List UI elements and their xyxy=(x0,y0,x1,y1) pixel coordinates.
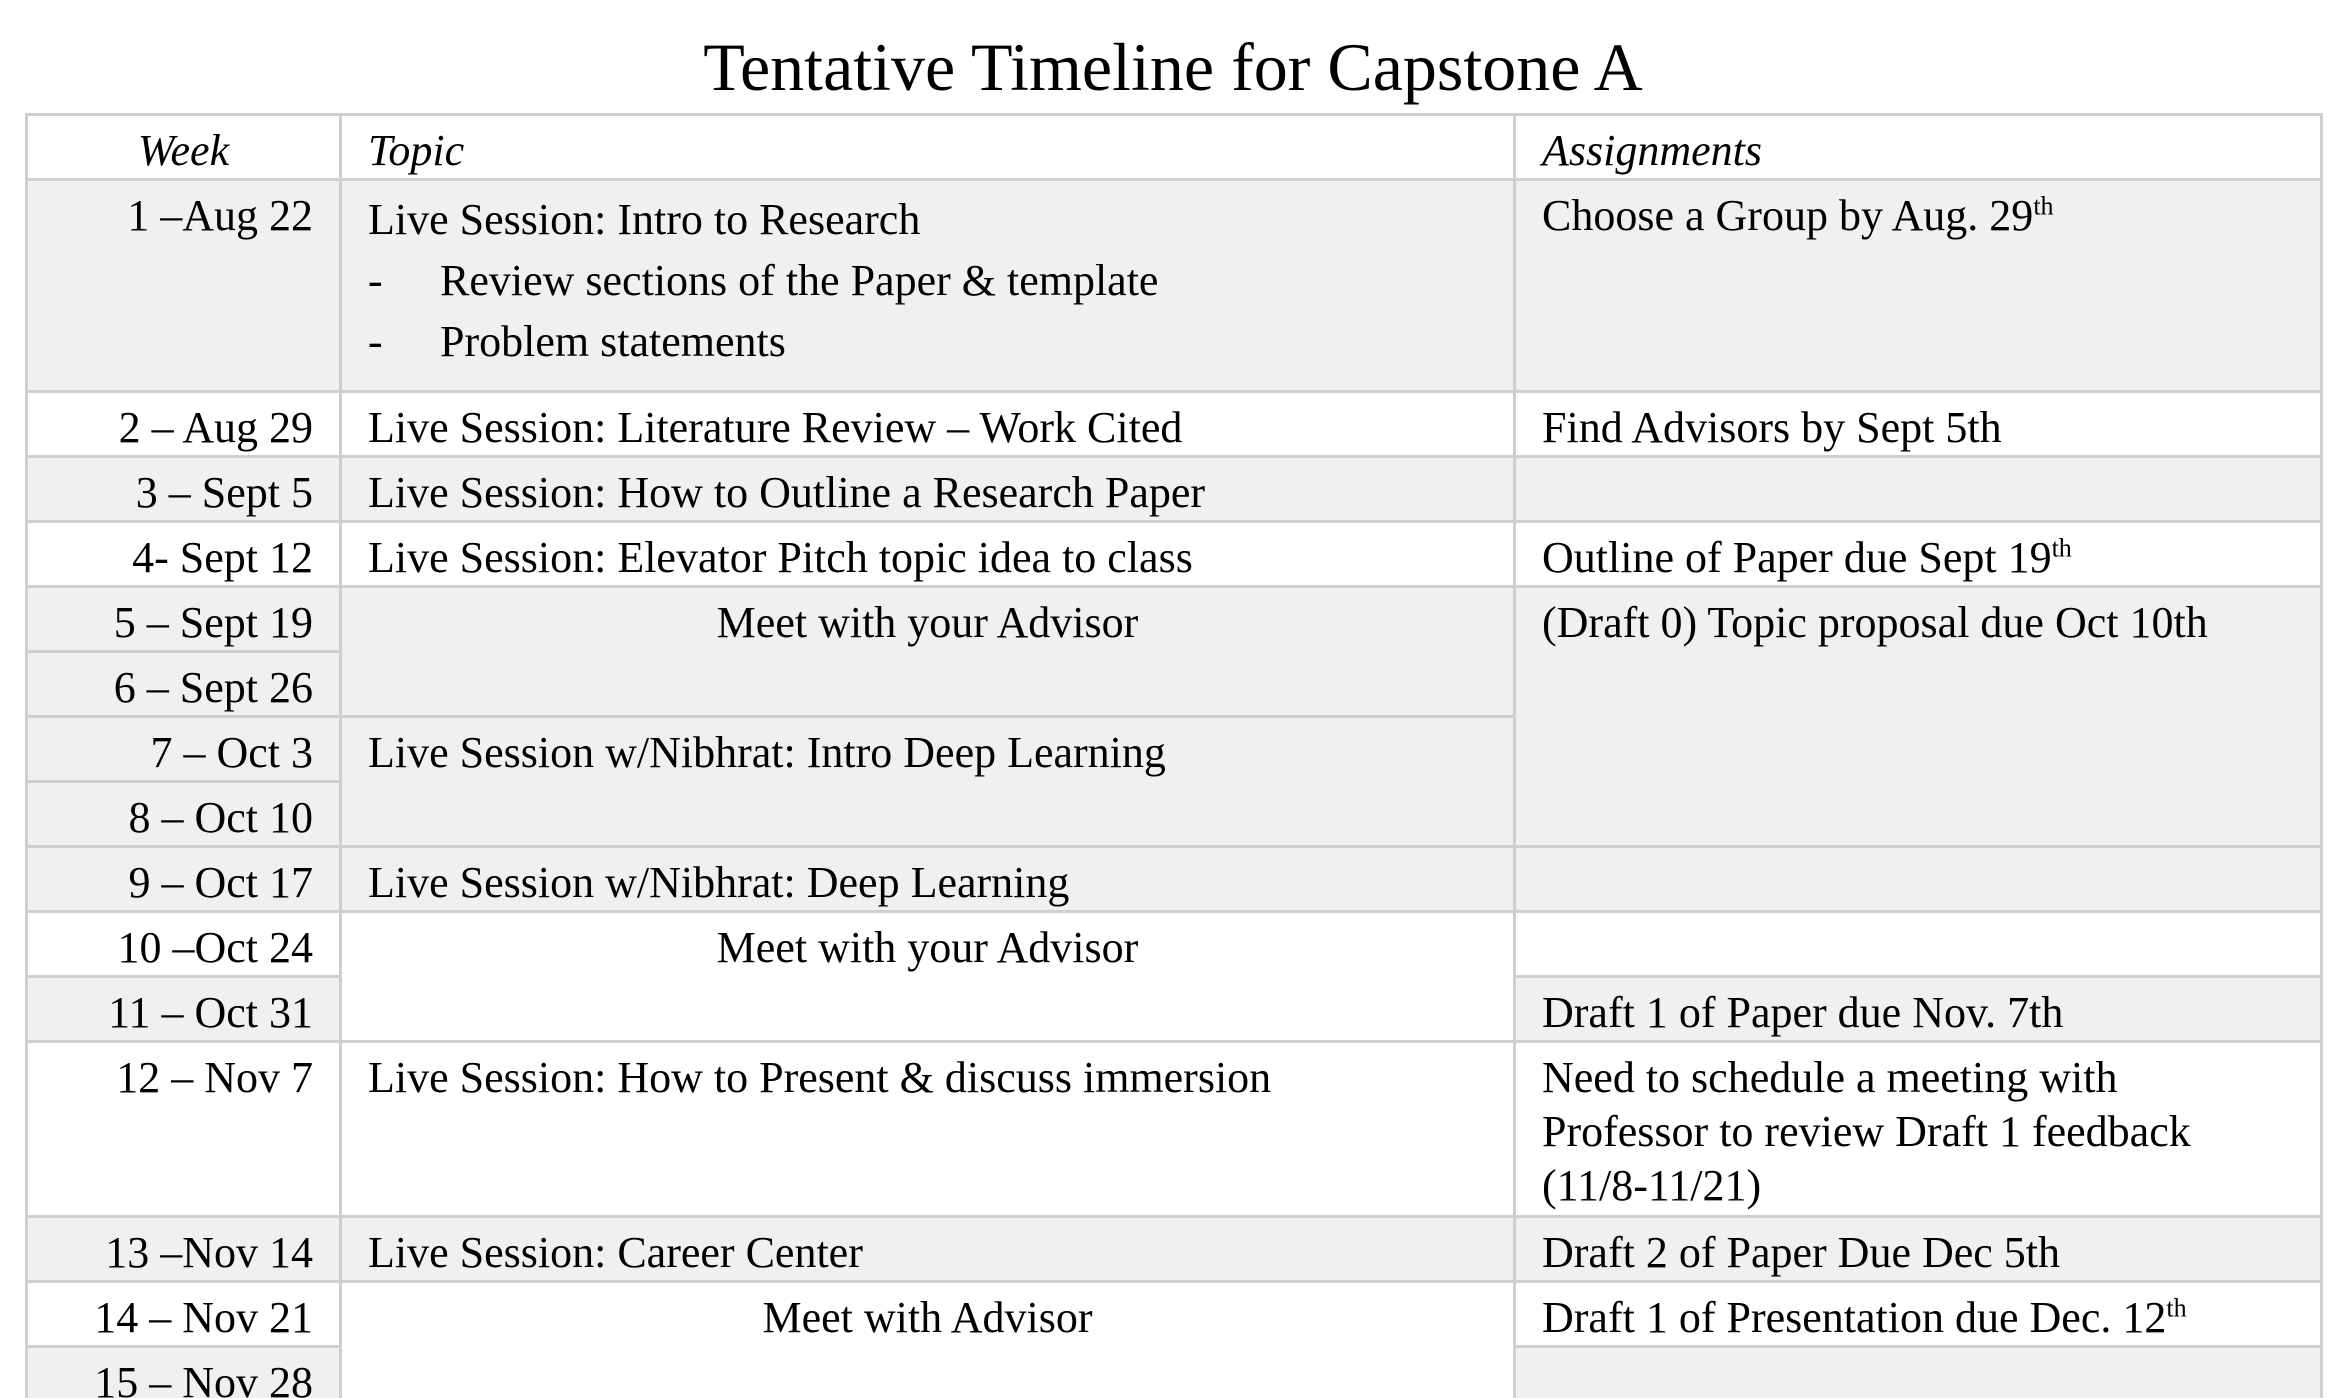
week-cell: 1 –Aug 22 xyxy=(27,180,341,392)
table-row xyxy=(27,587,2322,652)
assignment-text: Draft 1 of Presentation due Dec. 12 xyxy=(1542,1293,2167,1342)
week-cell: 13 –Nov 14 xyxy=(27,1217,341,1282)
header-row xyxy=(27,115,2322,180)
topic-cell: Live Session w/Nibhrat: Deep Learning xyxy=(341,847,1515,912)
week-cell: 10 –Oct 24 xyxy=(27,912,341,977)
assignment-cell xyxy=(1515,1347,2322,1398)
week-cell: 5 – Sept 19 xyxy=(27,587,341,652)
topic-cell: Live Session w/Nibhrat: Intro Deep Learning xyxy=(341,717,1515,847)
week-cell: 8 – Oct 10 xyxy=(27,782,341,847)
table-row xyxy=(27,392,2322,457)
week-cell: 12 – Nov 7 xyxy=(27,1042,341,1217)
topic-cell: Live Session: Career Center xyxy=(341,1217,1515,1282)
topic-cell: Live Session: Literature Review – Work Cited xyxy=(341,392,1515,457)
topic-cell: Live Session: Elevator Pitch topic idea to class xyxy=(341,522,1515,587)
table-row xyxy=(27,522,2322,587)
week-cell: 11 – Oct 31 xyxy=(27,977,341,1042)
header-week: Week xyxy=(27,115,341,180)
week-cell: 15 – Nov 28 xyxy=(27,1347,341,1398)
timeline-table xyxy=(25,113,2323,1398)
week-cell: 9 – Oct 17 xyxy=(27,847,341,912)
topic-main: Live Session: Intro to Research xyxy=(368,195,921,244)
assignment-cell xyxy=(1515,180,2322,392)
table-row xyxy=(27,457,2322,522)
assignment-cell: Draft 1 of Paper due Nov. 7th xyxy=(1515,977,2322,1042)
table-row xyxy=(27,1042,2322,1217)
week-cell: 2 – Aug 29 xyxy=(27,392,341,457)
header-topic: Topic xyxy=(341,115,1515,180)
assignment-cell xyxy=(1515,1282,2322,1347)
list-item: - Problem statements xyxy=(368,311,1487,372)
list-item: - Review sections of the Paper & template xyxy=(368,250,1487,311)
table-row xyxy=(27,1217,2322,1282)
table-row xyxy=(27,847,2322,912)
assignment-cell xyxy=(1515,522,2322,587)
table-row xyxy=(27,912,2322,977)
topic-cell: Meet with Advisor xyxy=(341,1282,1515,1398)
superscript: th xyxy=(2166,1293,2187,1323)
header-assignments: Assignments xyxy=(1515,115,2322,180)
assignment-cell: Find Advisors by Sept 5th xyxy=(1515,392,2322,457)
superscript: th xyxy=(2051,533,2072,563)
week-cell: 3 – Sept 5 xyxy=(27,457,341,522)
topic-cell: Meet with your Advisor xyxy=(341,587,1515,717)
assignment-text: Outline of Paper due Sept 19 xyxy=(1542,533,2052,582)
table-row xyxy=(27,180,2322,392)
assignment-cell xyxy=(1515,457,2322,522)
week-cell: 4- Sept 12 xyxy=(27,522,341,587)
assignment-cell: Draft 2 of Paper Due Dec 5th xyxy=(1515,1217,2322,1282)
week-cell: 6 – Sept 26 xyxy=(27,652,341,717)
assignment-cell xyxy=(1515,912,2322,977)
topic-cell: Meet with your Advisor xyxy=(341,912,1515,1042)
page-title: Tentative Timeline for Capstone A xyxy=(703,29,1643,105)
week-cell: 14 – Nov 21 xyxy=(27,1282,341,1347)
week-cell: 7 – Oct 3 xyxy=(27,717,341,782)
topic-cell: Live Session: How to Outline a Research Paper xyxy=(341,457,1515,522)
assignment-text: Choose a Group by Aug. 29 xyxy=(1542,191,2034,240)
topic-bullets xyxy=(368,250,1487,372)
table-row xyxy=(27,1282,2322,1347)
topic-cell: Live Session: How to Present & discuss immersion xyxy=(341,1042,1515,1217)
topic-cell xyxy=(341,180,1515,392)
superscript: th xyxy=(2033,191,2054,221)
assignment-cell: Need to schedule a meeting with Professor to review Draft 1 feedback (11/8-11/21) xyxy=(1515,1042,2322,1217)
assignment-cell xyxy=(1515,847,2322,912)
assignment-cell: (Draft 0) Topic proposal due Oct 10th xyxy=(1515,587,2322,847)
